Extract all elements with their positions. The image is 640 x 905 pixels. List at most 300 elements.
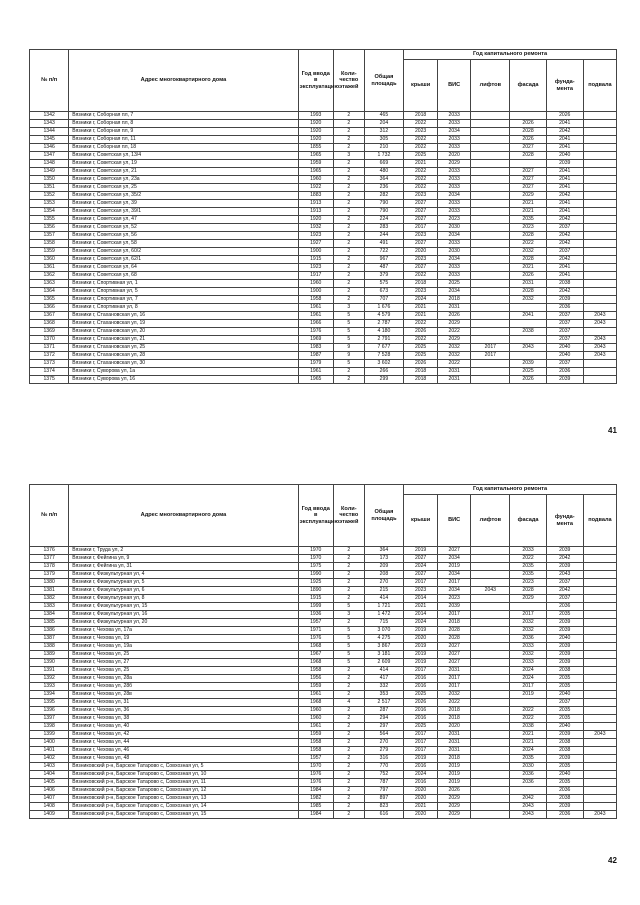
cell-area: 299 <box>364 376 403 384</box>
cell-floors: 2 <box>333 264 364 272</box>
cell-address: Вязники г, Советская ул, 64 <box>69 264 298 272</box>
cell-area: 282 <box>364 192 403 200</box>
cell-foundation: 2040 <box>546 352 583 360</box>
cell-vis: 2031 <box>438 667 471 675</box>
cell-num: 1386 <box>30 627 69 635</box>
cell-foundation: 2041 <box>546 120 583 128</box>
cell-vis: 2029 <box>438 803 471 811</box>
cell-roof: 2019 <box>404 643 438 651</box>
cell-year: 1932 <box>298 224 333 232</box>
cell-lift <box>471 120 510 128</box>
cell-basement <box>583 168 616 176</box>
cell-facade: 2031 <box>510 280 546 288</box>
table-row <box>30 651 617 659</box>
cell-roof: 2018 <box>404 112 438 120</box>
cell-year: 1999 <box>298 603 333 611</box>
cell-area: 1 721 <box>364 603 403 611</box>
cell-address: Вязники г, Физкультурная ул, 15 <box>69 603 298 611</box>
cell-lift <box>471 264 510 272</box>
cell-year: 1927 <box>298 240 333 248</box>
cell-year: 1976 <box>298 635 333 643</box>
cell-vis: 2032 <box>438 344 471 352</box>
cell-floors: 5 <box>333 312 364 320</box>
cell-basement <box>583 707 616 715</box>
cell-lift <box>471 360 510 368</box>
cell-facade: 2021 <box>510 731 546 739</box>
cell-address: Вязники г, Чехова ул, 40 <box>69 723 298 731</box>
cell-basement <box>583 675 616 683</box>
cell-foundation: 2039 <box>546 803 583 811</box>
cell-num: 1354 <box>30 208 69 216</box>
table-row <box>30 667 617 675</box>
cell-basement <box>583 152 616 160</box>
cell-basement <box>583 739 616 747</box>
cell-lift <box>471 715 510 723</box>
cell-floors: 2 <box>333 723 364 731</box>
cell-area: 3 181 <box>364 651 403 659</box>
cell-foundation: 2035 <box>546 683 583 691</box>
cell-floors: 2 <box>333 368 364 376</box>
cell-roof: 2025 <box>404 344 438 352</box>
cell-roof: 2021 <box>404 603 438 611</box>
cell-roof: 2022 <box>404 136 438 144</box>
cell-facade: 2027 <box>510 184 546 192</box>
cell-vis: 2032 <box>438 352 471 360</box>
cell-foundation: 2040 <box>546 344 583 352</box>
cell-facade: 2027 <box>510 144 546 152</box>
cell-area: 209 <box>364 563 403 571</box>
cell-num: 1356 <box>30 224 69 232</box>
cell-floors: 3 <box>333 152 364 160</box>
cell-basement <box>583 715 616 723</box>
cell-floors: 2 <box>333 587 364 595</box>
cell-foundation: 2036 <box>546 603 583 611</box>
cell-foundation: 2038 <box>546 795 583 803</box>
cell-foundation: 2041 <box>546 272 583 280</box>
cell-facade: 2017 <box>510 611 546 619</box>
cell-vis: 2023 <box>438 595 471 603</box>
cell-floors: 9 <box>333 352 364 360</box>
cell-floors: 2 <box>333 248 364 256</box>
cell-area: 244 <box>364 232 403 240</box>
table-row <box>30 643 617 651</box>
cell-floors: 4 <box>333 699 364 707</box>
cell-num: 1397 <box>30 715 69 723</box>
header-num: № п/п <box>30 485 69 547</box>
cell-lift <box>471 555 510 563</box>
cell-num: 1403 <box>30 763 69 771</box>
cell-foundation: 2039 <box>546 731 583 739</box>
cell-vis: 2018 <box>438 619 471 627</box>
cell-facade: 2036 <box>510 779 546 787</box>
cell-foundation: 2035 <box>546 763 583 771</box>
header-foundation: фунда-мента <box>546 495 583 547</box>
cell-floors: 2 <box>333 787 364 795</box>
cell-vis: 2026 <box>438 312 471 320</box>
cell-floors: 5 <box>333 603 364 611</box>
cell-roof: 2020 <box>404 635 438 643</box>
cell-foundation: 2043 <box>546 571 583 579</box>
cell-num: 1372 <box>30 352 69 360</box>
cell-vis: 2034 <box>438 587 471 595</box>
cell-lift <box>471 771 510 779</box>
cell-lift <box>471 723 510 731</box>
cell-facade: 2023 <box>510 224 546 232</box>
cell-area: 715 <box>364 619 403 627</box>
cell-area: 283 <box>364 224 403 232</box>
cell-facade: 2021 <box>510 264 546 272</box>
cell-foundation: 2026 <box>546 112 583 120</box>
cell-roof: 2022 <box>404 144 438 152</box>
cell-address: Вязники г, Стахановская ул, 16 <box>69 312 298 320</box>
cell-area: 294 <box>364 715 403 723</box>
cell-lift <box>471 707 510 715</box>
cell-floors: 2 <box>333 144 364 152</box>
cell-year: 1965 <box>298 376 333 384</box>
cell-basement <box>583 611 616 619</box>
cell-area: 208 <box>364 571 403 579</box>
table-row <box>30 112 617 120</box>
cell-year: 1961 <box>298 304 333 312</box>
cell-address: Вязники г, Фейгина ул, 31 <box>69 563 298 571</box>
cell-facade <box>510 304 546 312</box>
cell-area: 270 <box>364 739 403 747</box>
cell-foundation: 2037 <box>546 224 583 232</box>
cell-area: 414 <box>364 667 403 675</box>
cell-basement <box>583 160 616 168</box>
cell-roof: 2022 <box>404 120 438 128</box>
cell-year: 1970 <box>298 763 333 771</box>
cell-vis: 2017 <box>438 675 471 683</box>
cell-address: Вязники г, Физкультурная ул, 8 <box>69 595 298 603</box>
cell-basement: 2043 <box>583 312 616 320</box>
cell-num: 1358 <box>30 240 69 248</box>
cell-basement <box>583 747 616 755</box>
cell-address: Вязниковский р-н, Барское Татарово с, Совхозная ул, 14 <box>69 803 298 811</box>
cell-year: 1958 <box>298 739 333 747</box>
cell-basement <box>583 288 616 296</box>
cell-area: 2 791 <box>364 336 403 344</box>
cell-lift <box>471 280 510 288</box>
cell-area: 210 <box>364 144 403 152</box>
cell-floors: 5 <box>333 635 364 643</box>
cell-vis: 2020 <box>438 152 471 160</box>
cell-num: 1369 <box>30 328 69 336</box>
cell-year: 1960 <box>298 707 333 715</box>
cell-lift <box>471 627 510 635</box>
cell-vis: 2033 <box>438 176 471 184</box>
cell-foundation: 2036 <box>546 368 583 376</box>
cell-area: 616 <box>364 811 403 819</box>
cell-floors: 2 <box>333 691 364 699</box>
table-row <box>30 368 617 376</box>
cell-year: 1920 <box>298 120 333 128</box>
cell-vis: 2032 <box>438 691 471 699</box>
cell-address: Вязники г, Советская ул, 35/2 <box>69 192 298 200</box>
cell-floors: 2 <box>333 272 364 280</box>
cell-year: 1966 <box>298 320 333 328</box>
cell-address: Вязники г, Труда ул, 2 <box>69 547 298 555</box>
cell-roof: 2017 <box>404 224 438 232</box>
cell-floors: 5 <box>333 643 364 651</box>
cell-vis: 2017 <box>438 579 471 587</box>
cell-year: 1959 <box>298 160 333 168</box>
cell-lift <box>471 779 510 787</box>
cell-basement <box>583 296 616 304</box>
table-row <box>30 256 617 264</box>
cell-floors: 2 <box>333 571 364 579</box>
cell-floors: 5 <box>333 651 364 659</box>
cell-num: 1395 <box>30 699 69 707</box>
cell-facade: 2023 <box>510 579 546 587</box>
table-row <box>30 595 617 603</box>
table-row <box>30 707 617 715</box>
cell-roof: 2017 <box>404 739 438 747</box>
cell-facade <box>510 787 546 795</box>
cell-year: 1960 <box>298 715 333 723</box>
cell-area: 4 579 <box>364 312 403 320</box>
cell-basement <box>583 120 616 128</box>
cell-foundation: 2037 <box>546 595 583 603</box>
cell-address: Вязники г, Чехова ул, 48 <box>69 755 298 763</box>
cell-roof: 2025 <box>404 352 438 360</box>
cell-vis: 2030 <box>438 248 471 256</box>
cell-lift <box>471 176 510 184</box>
cell-facade: 2022 <box>510 240 546 248</box>
cell-vis: 2033 <box>438 168 471 176</box>
header-basement: подвала <box>583 60 616 112</box>
cell-lift <box>471 368 510 376</box>
cell-basement <box>583 555 616 563</box>
cell-vis: 2019 <box>438 563 471 571</box>
table-row <box>30 216 617 224</box>
cell-num: 1390 <box>30 659 69 667</box>
cell-lift <box>471 232 510 240</box>
cell-num: 1404 <box>30 771 69 779</box>
cell-area: 487 <box>364 264 403 272</box>
cell-vis: 2025 <box>438 280 471 288</box>
cell-address: Вязники г, Советская ул, 62/1 <box>69 256 298 264</box>
cell-vis: 2018 <box>438 296 471 304</box>
cell-num: 1353 <box>30 200 69 208</box>
header-num: № п/п <box>30 50 69 112</box>
cell-address: Вязники г, Соборная пл, 11 <box>69 136 298 144</box>
table-row <box>30 715 617 723</box>
cell-address: Вязники г, Физкультурная ул, 5 <box>69 579 298 587</box>
cell-year: 1987 <box>298 352 333 360</box>
table-row <box>30 795 617 803</box>
table-row <box>30 683 617 691</box>
table-row <box>30 755 617 763</box>
cell-area: 279 <box>364 747 403 755</box>
cell-num: 1350 <box>30 176 69 184</box>
cell-basement <box>583 787 616 795</box>
table-row <box>30 128 617 136</box>
cell-lift <box>471 651 510 659</box>
cell-year: 1959 <box>298 731 333 739</box>
header-repair-group: Год капитального ремонта <box>404 485 617 495</box>
cell-roof: 2025 <box>404 691 438 699</box>
cell-facade: 2026 <box>510 120 546 128</box>
cell-lift <box>471 611 510 619</box>
cell-foundation: 2035 <box>546 675 583 683</box>
page-number: 41 <box>608 426 617 435</box>
cell-year: 1971 <box>298 627 333 635</box>
cell-year: 1958 <box>298 747 333 755</box>
cell-floors: 2 <box>333 296 364 304</box>
table-row <box>30 136 617 144</box>
cell-lift: 2017 <box>471 352 510 360</box>
cell-floors: 2 <box>333 160 364 168</box>
table-row <box>30 699 617 707</box>
cell-floors: 2 <box>333 184 364 192</box>
cell-lift <box>471 731 510 739</box>
cell-num: 1343 <box>30 120 69 128</box>
cell-num: 1400 <box>30 739 69 747</box>
cell-floors: 2 <box>333 803 364 811</box>
cell-floors: 2 <box>333 811 364 819</box>
table-row <box>30 547 617 555</box>
cell-facade: 2021 <box>510 200 546 208</box>
cell-area: 173 <box>364 555 403 563</box>
cell-vis: 2029 <box>438 320 471 328</box>
cell-foundation: 2037 <box>546 312 583 320</box>
cell-roof: 2016 <box>404 683 438 691</box>
cell-vis: 2019 <box>438 779 471 787</box>
cell-foundation: 2042 <box>546 256 583 264</box>
cell-roof: 2026 <box>404 360 438 368</box>
cell-address: Вязники г, Спортивная ул, 1 <box>69 280 298 288</box>
cell-lift <box>471 136 510 144</box>
cell-floors: 2 <box>333 715 364 723</box>
cell-year: 1976 <box>298 771 333 779</box>
cell-year: 1970 <box>298 547 333 555</box>
cell-basement <box>583 579 616 587</box>
cell-floors: 2 <box>333 755 364 763</box>
cell-year: 1976 <box>298 328 333 336</box>
header-lift: лифтов <box>471 495 510 547</box>
cell-address: Вязники г, Суворова ул, 1а <box>69 368 298 376</box>
cell-address: Вязники г, Советская ул, 23а <box>69 176 298 184</box>
cell-lift <box>471 224 510 232</box>
cell-year: 1960 <box>298 176 333 184</box>
cell-foundation: 2037 <box>546 336 583 344</box>
header-basement: подвала <box>583 495 616 547</box>
cell-year: 1965 <box>298 168 333 176</box>
table-row <box>30 691 617 699</box>
cell-facade: 2022 <box>510 707 546 715</box>
cell-floors: 2 <box>333 280 364 288</box>
cell-foundation: 2040 <box>546 723 583 731</box>
cell-lift <box>471 803 510 811</box>
table-row <box>30 144 617 152</box>
cell-roof: 2027 <box>404 216 438 224</box>
cell-lift <box>471 755 510 763</box>
cell-vis: 2027 <box>438 643 471 651</box>
cell-facade <box>510 336 546 344</box>
cell-vis: 2031 <box>438 739 471 747</box>
cell-basement <box>583 328 616 336</box>
cell-vis: 2033 <box>438 136 471 144</box>
cell-floors: 2 <box>333 176 364 184</box>
cell-address: Вязники г, Советская ул, 25 <box>69 184 298 192</box>
cell-year: 1957 <box>298 619 333 627</box>
cell-num: 1391 <box>30 667 69 675</box>
cell-address: Вязники г, Стахановская ул, 21 <box>69 336 298 344</box>
cell-year: 1967 <box>298 651 333 659</box>
cell-foundation: 2042 <box>546 192 583 200</box>
cell-basement <box>583 256 616 264</box>
cell-foundation: 2042 <box>546 288 583 296</box>
cell-basement <box>583 643 616 651</box>
cell-basement: 2043 <box>583 344 616 352</box>
cell-vis: 2039 <box>438 603 471 611</box>
cell-num: 1394 <box>30 691 69 699</box>
cell-roof: 2021 <box>404 803 438 811</box>
table-row <box>30 675 617 683</box>
table-row <box>30 555 617 563</box>
cell-basement <box>583 216 616 224</box>
cell-roof: 2014 <box>404 611 438 619</box>
cell-foundation: 2039 <box>546 547 583 555</box>
cell-facade <box>510 699 546 707</box>
cell-vis: 2034 <box>438 232 471 240</box>
cell-address: Вязники г, Чехова ул, 44 <box>69 739 298 747</box>
cell-area: 287 <box>364 707 403 715</box>
cell-floors: 2 <box>333 579 364 587</box>
cell-year: 1920 <box>298 216 333 224</box>
header-facade: фасада <box>510 60 546 112</box>
cell-roof: 2026 <box>404 699 438 707</box>
cell-vis: 2019 <box>438 763 471 771</box>
cell-facade: 2041 <box>510 312 546 320</box>
cell-year: 1993 <box>298 112 333 120</box>
cell-basement <box>583 659 616 667</box>
cell-foundation: 2040 <box>546 691 583 699</box>
cell-roof: 2018 <box>404 376 438 384</box>
cell-area: 215 <box>364 587 403 595</box>
table-row <box>30 787 617 795</box>
cell-address: Вязники г, Советская ул, 58 <box>69 240 298 248</box>
cell-area: 1 732 <box>364 152 403 160</box>
cell-facade: 2029 <box>510 595 546 603</box>
cell-area: 414 <box>364 595 403 603</box>
table-row <box>30 296 617 304</box>
cell-roof: 2023 <box>404 232 438 240</box>
cell-address: Вязники г, Советская ул, 39/1 <box>69 208 298 216</box>
cell-foundation: 2039 <box>546 651 583 659</box>
table-row <box>30 168 617 176</box>
cell-vis: 2027 <box>438 659 471 667</box>
cell-facade: 2028 <box>510 587 546 595</box>
cell-vis: 2034 <box>438 192 471 200</box>
header-area: Общая площадь <box>364 50 403 112</box>
cell-address: Вязники г, Советская ул, 47 <box>69 216 298 224</box>
cell-address: Вязники г, Спортивная ул, 7 <box>69 296 298 304</box>
cell-num: 1359 <box>30 248 69 256</box>
cell-basement <box>583 547 616 555</box>
cell-floors: 2 <box>333 595 364 603</box>
cell-roof: 2016 <box>404 707 438 715</box>
table-row <box>30 587 617 595</box>
cell-roof: 2023 <box>404 587 438 595</box>
cell-facade: 2019 <box>510 691 546 699</box>
cell-num: 1385 <box>30 619 69 627</box>
cell-lift <box>471 547 510 555</box>
cell-year: 1900 <box>298 288 333 296</box>
cell-floors: 9 <box>333 344 364 352</box>
cell-num: 1383 <box>30 603 69 611</box>
